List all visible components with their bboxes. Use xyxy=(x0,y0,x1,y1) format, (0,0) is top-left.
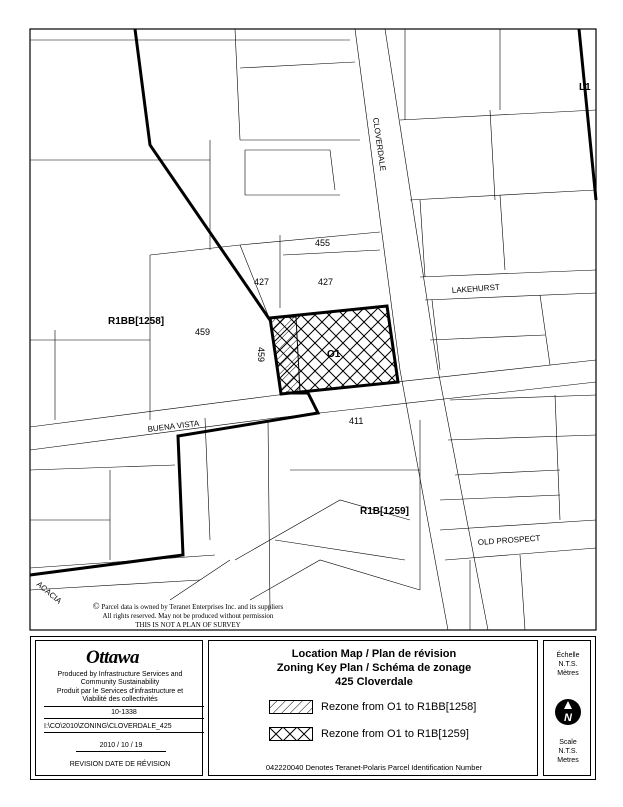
crosshatch-swatch xyxy=(269,727,313,741)
north-arrow-icon xyxy=(553,697,583,727)
file-number: 10-1338 xyxy=(44,706,204,719)
scale-block xyxy=(543,640,591,776)
street-label-lakehurst: LAKEHURST xyxy=(451,282,501,295)
revision-date: 2010 / 10 / 19 xyxy=(76,740,166,752)
agency-block xyxy=(35,640,203,776)
parcel-label-455: 455 xyxy=(315,238,331,248)
legend-label: Rezone from O1 to R1BB[1258] xyxy=(321,701,477,713)
parcel-label-459: 459 xyxy=(195,327,211,337)
copyright-icon: © xyxy=(92,601,100,611)
file-path: I:\CO\2010\ZONING\CLOVERDALE_425 xyxy=(44,721,204,733)
title-line-2: Zoning Key Plan / Schéma de zonage xyxy=(276,662,472,674)
legend-item-crosshatch xyxy=(269,727,469,741)
produit-par: Produit par le Services d'infrastructure et Viabilité des collectivités xyxy=(56,688,184,703)
title-line-3: 425 Cloverdale xyxy=(335,676,413,688)
revision-label: REVISION DATE DE RÉVISION xyxy=(69,761,171,768)
parcel-label-427: 427 xyxy=(318,277,334,287)
produced-by: Produced by Infrastructure Services and Community Sustainability xyxy=(57,671,183,686)
zone-label-l1: L1 xyxy=(579,82,591,93)
data-credit xyxy=(38,602,338,630)
legend-label: Rezone from O1 to R1B[1259] xyxy=(321,728,469,740)
svg-text:N: N xyxy=(564,712,572,724)
ottawa-logo: Ottawa xyxy=(86,647,139,668)
map-title xyxy=(209,647,539,689)
zone-label-r1b: R1B[1259] xyxy=(360,506,409,517)
title-line-1: Location Map / Plan de révision xyxy=(291,648,457,660)
street-label-cloverdale: CLOVERDALE xyxy=(371,117,388,172)
footnote: 042220040 Denotes Teranet-Polaris Parcel Identification Number xyxy=(265,763,483,772)
street-label-acacia: ACACIA xyxy=(34,579,64,606)
zone-label-r1bb: R1BB[1258] xyxy=(108,316,165,327)
zone-label-o1: O1 xyxy=(327,349,341,360)
scale-fr: Échelle N.T.S. Mètres xyxy=(556,652,580,677)
street-label-old-prospect: OLD PROSPECT xyxy=(477,533,541,547)
credit-line: Parcel data is owned by Teranet Enterprises Inc. and its suppliers xyxy=(101,603,284,611)
hatch-swatch xyxy=(269,700,313,714)
title-legend-block xyxy=(208,640,538,776)
parcel-label-427: 427 xyxy=(254,277,270,287)
legend-item-hatch xyxy=(269,700,476,714)
street-label-buena-vista: BUENA VISTA xyxy=(147,418,200,434)
parcel-label-411: 411 xyxy=(349,416,364,426)
credit-line: THIS IS NOT A PLAN OF SURVEY xyxy=(135,621,241,629)
parcel-label-459: 459 xyxy=(256,347,266,363)
credit-line: All rights reserved. May not be produced without permission xyxy=(102,612,274,620)
scale-en: Scale N.T.S. Metres xyxy=(557,739,579,764)
